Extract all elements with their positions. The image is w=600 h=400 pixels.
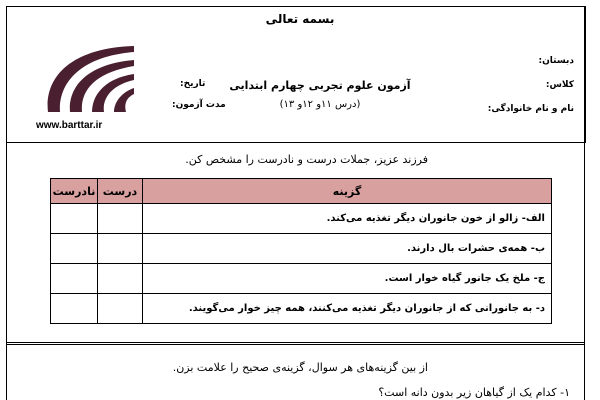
statement-text: د- به جانورانی که از جانوران دیگر تغذیه می‌کنند، همه چیز خوار می‌گویند. bbox=[143, 294, 552, 324]
table-row bbox=[51, 234, 552, 264]
section1-instruction: فرزند عزیز، جملات درست و نادرست را مشخص کن. bbox=[185, 153, 428, 166]
correct-checkbox-cell[interactable] bbox=[98, 294, 143, 324]
incorrect-checkbox-cell[interactable] bbox=[51, 234, 98, 264]
header-divider bbox=[6, 142, 585, 143]
option-column-header: گزینه bbox=[143, 179, 552, 204]
statement-text: الف- زالو از خون جانوران دیگر تغذیه می‌کند. bbox=[143, 204, 552, 234]
statement-text: ج- ملخ یک جانور گیاه خوار است. bbox=[143, 264, 552, 294]
date-label: تاریخ: bbox=[180, 79, 206, 89]
duration-label: مدت آزمون: bbox=[172, 100, 226, 110]
statement-text: ب- همه‌ی حشرات بال دارند. bbox=[143, 234, 552, 264]
table-row bbox=[51, 204, 552, 234]
page-border-right bbox=[584, 6, 585, 400]
correct-column-header: درست bbox=[98, 179, 143, 204]
website-url: www.barttar.ir bbox=[36, 120, 103, 131]
class-label: کلاس: bbox=[545, 80, 574, 90]
correct-checkbox-cell[interactable] bbox=[98, 204, 143, 234]
name-label: نام و نام خانوادگی: bbox=[487, 104, 574, 114]
correct-checkbox-cell[interactable] bbox=[98, 234, 143, 264]
lessons-range: (درس ۱۱و ۱۲و ۱۳) bbox=[279, 99, 361, 110]
incorrect-checkbox-cell[interactable] bbox=[51, 294, 98, 324]
section-divider bbox=[6, 342, 585, 345]
logo-icon bbox=[30, 38, 142, 118]
table-row bbox=[51, 264, 552, 294]
incorrect-checkbox-cell[interactable] bbox=[51, 264, 98, 294]
true-false-table bbox=[50, 178, 552, 324]
table-row bbox=[51, 294, 552, 324]
exam-title: آزمون علوم تجربی چهارم ابتدایی bbox=[229, 79, 411, 92]
table-header-row bbox=[51, 179, 552, 204]
question-1: ۱- کدام یک از گیاهان زیر بدون دانه است؟ bbox=[378, 386, 570, 399]
correct-checkbox-cell[interactable] bbox=[98, 264, 143, 294]
incorrect-checkbox-cell[interactable] bbox=[51, 204, 98, 234]
school-label: دبستان: bbox=[538, 56, 574, 66]
page-border-left bbox=[6, 6, 7, 400]
section2-instruction: از بین گزینه‌های هر سوال، گزینه‌ی صحیح را علامت بزن. bbox=[172, 361, 428, 374]
basmala: بسمه تعالی bbox=[265, 12, 335, 26]
incorrect-column-header: نادرست bbox=[51, 179, 98, 204]
